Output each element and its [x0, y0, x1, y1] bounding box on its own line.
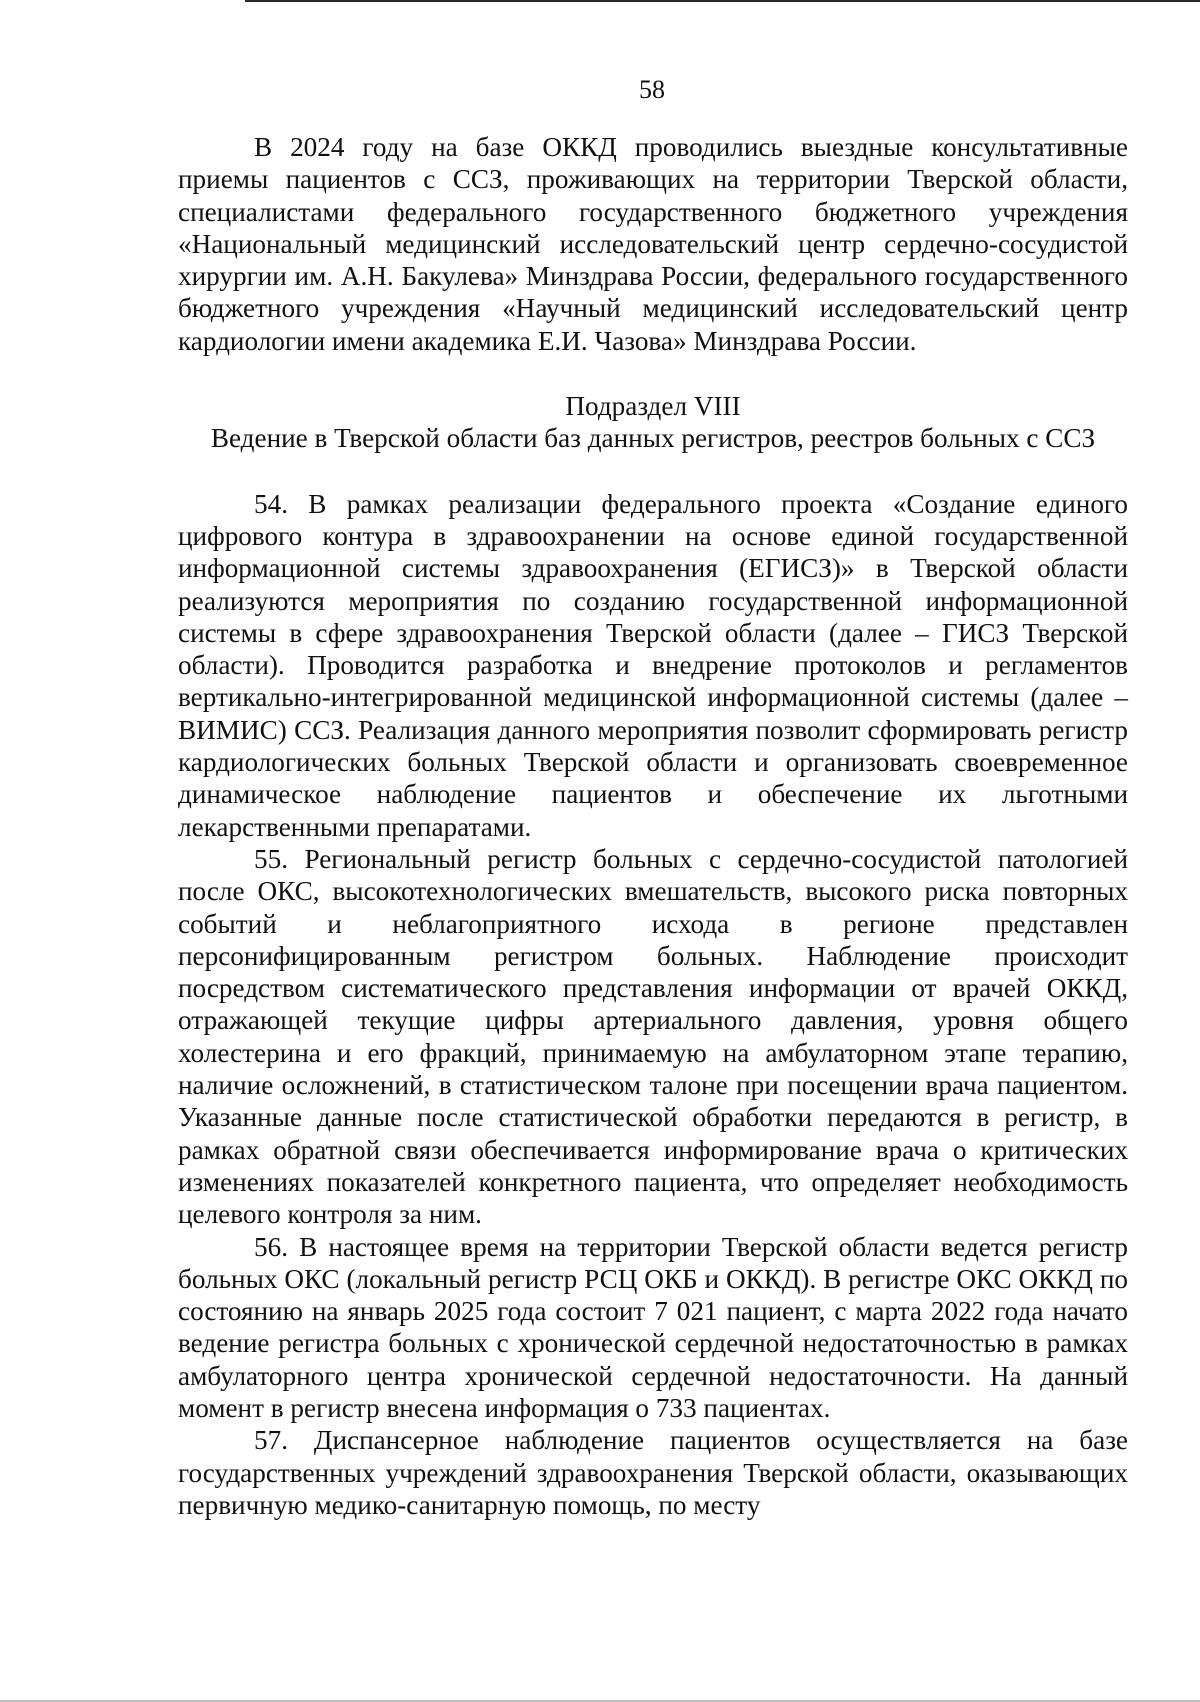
paragraph-55: 55. Региональный регистр больных с сердечно-сосудистой патологией после ОКС, высокотехнологических вмешательств, высокого риска повторных событий и неблагоприятного исхода в регионе представлен персонифицированным регистром больных. Наблюдение происходит посредством систематического представления информации от врачей ОККД, отражающей текущие цифры артериального давления, уровня общего холестерина и его фракций, принимаемую на амбулаторном этапе терапию, наличие осложнений, в статистическом талоне при посещении врача пациентом. Указанные данные после статистической обработки передаются в регистр, в рамках обратной связи обеспечивается информирование врача о критических изменениях показателей конкретного пациента, что определяет необходимость целевого контроля за ним. — [178, 843, 1128, 1230]
spacer — [178, 455, 1128, 488]
scan-top-edge-line — [245, 0, 1200, 2]
paragraph-54: 54. В рамках реализации федерального проекта «Создание единого цифрового контура в здравоохранении на основе единой государственной информационной системы здравоохранения (ЕГИСЗ)» в Тверской области реализуются мероприятия по созданию государственной информационной системы в сфере здравоохранения Тверской области (далее – ГИСЗ Тверской области). Проводится разработка и внедрение протоколов и регламентов вертикально-интегрированной медицинской информационной системы (далее – ВИМИС) ССЗ. Реализация данного мероприятия позволит сформировать регистр кардиологических больных Тверской области и организовать своевременное динамическое наблюдение пациентов и обеспечение их льготными лекарственными препаратами. — [178, 488, 1128, 842]
spacer — [178, 357, 1128, 390]
paragraph-56: 56. В настоящее время на территории Тверской области ведется регистр больных ОКС (локальный регистр РСЦ ОКБ и ОККД). В регистре ОКС ОККД по состоянию на январь 2025 года состоит 7 021 пациент, с марта 2022 года начато ведение регистра больных с хронической сердечной недостаточностью в рамках амбулаторного центра хронической сердечной недостаточности. На данный момент в регистр внесена информация о 733 пациентах. — [178, 1231, 1128, 1423]
paragraph-57: 57. Диспансерное наблюдение пациентов осуществляется на базе государственных учреждений здравоохранения Тверской области, оказывающих первичную медико-санитарную помощь, по месту — [178, 1425, 1128, 1520]
paragraph-consultative-visits: В 2024 году на базе ОККД проводились выездные консультативные приемы пациентов с ССЗ, проживающих на территории Тверской области, специалистами федерального государственного бюджетного учреждения «Национальный медицинский исследовательский центр сердечно-сосудистой хирургии им. А.Н. Бакулева» Минздрава России, федерального государственного бюджетного учреждения «Научный медицинский исследовательский центр кардиологии имени академика Е.И. Чазова» Минздрава России. — [178, 132, 1128, 356]
subsection-label: Подраздел VIII — [565, 391, 741, 422]
document-body — [178, 131, 1128, 1521]
page-number: 58 — [639, 75, 665, 104]
subsection-title: Ведение в Тверской области баз данных регистров, реестров больных с ССЗ — [210, 423, 1096, 454]
